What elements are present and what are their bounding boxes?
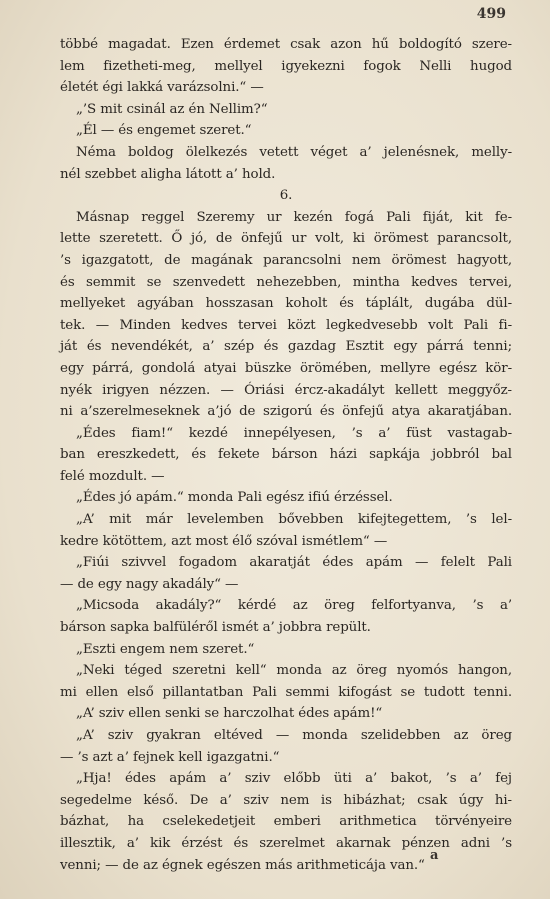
text-line: egy párrá, gondolá atyai büszke örömében, mellyre egész kör- xyxy=(60,360,512,376)
text-line: lette szeretett. Ő jó, de önfejű ur volt, ki örömest parancsolt, xyxy=(60,231,512,247)
text-line: Néma boldog ölelkezés vetett véget a’ jelenésnek, melly- xyxy=(76,144,512,160)
body-text xyxy=(60,34,512,876)
text-line: bázhat, ha cselekedetjeit emberi arithmetica törvényeire xyxy=(60,814,512,830)
text-line: — ’s azt a’ fejnek kell igazgatni.“ xyxy=(60,749,280,765)
text-line: illesztik, a’ kik érzést és szerelmet akarnak pénzen adni ’s xyxy=(60,835,512,851)
text-line: „A’ mit már levelemben bővebben kifejtegettem, ’s lel- xyxy=(76,512,512,528)
text-line: „’S mit csinál az én Nellim?“ xyxy=(76,101,268,117)
text-line: „A’ sziv ellen senki se harczolhat édes apám!“ xyxy=(76,706,383,722)
page-number: 499 xyxy=(476,6,506,22)
text-line: — de egy nagy akadály“ — xyxy=(60,576,239,592)
text-line: Másnap reggel Szeremy ur kezén fogá Pali fiját, kit fe- xyxy=(76,209,512,225)
text-line: többé magadat. Ezen érdemet csak azon hű boldogító szere- xyxy=(60,37,512,52)
text-line: „A’ sziv gyakran eltéved — monda szelidebben az öreg xyxy=(76,728,512,743)
text-line: nyék irigyen nézzen. — Óriási ércz-akadályt kellett meggyőz- xyxy=(60,382,512,398)
text-line: „Eszti engem nem szeret.“ xyxy=(76,641,255,657)
text-line: lem fizetheti-meg, mellyel igyekezni fogok Nelli hugod xyxy=(60,58,512,74)
text-line: „Édes fiam!“ kezdé innepélyesen, ’s a’ füst vastagab- xyxy=(76,425,512,441)
signature-mark: a xyxy=(430,848,439,863)
text-line: és semmit se szenvedett nehezebben, mintha kedves tervei, xyxy=(60,274,512,290)
text-line: ni a’szerelmeseknek a’jó de szigorú és önfejű atya akaratjában. xyxy=(60,404,512,420)
text-line: ’s igazgatott, de magának parancsolni nem örömest hagyott, xyxy=(60,252,512,268)
text-line: életét égi lakká varázsolni.“ — xyxy=(60,80,264,96)
text-line: felé mozdult. — xyxy=(60,468,165,484)
text-line: „Él — és engemet szeret.“ xyxy=(76,123,252,139)
text-line: mellyeket agyában hosszasan koholt és táplált, dugába dül- xyxy=(60,296,512,312)
text-line: bárson sapka balfüléről ismét a’ jobbra repült. xyxy=(60,620,371,636)
text-line: ját és nevendékét, a’ szép és gazdag Esztit egy párrá tenni; xyxy=(60,339,512,355)
text-line: „Micsoda akadály?“ kérdé az öreg felfortyanva, ’s a’ xyxy=(76,598,512,614)
text-line: nél szebbet aligha látott a’ hold. xyxy=(60,166,276,182)
text-line: „Neki téged szeretni kell“ monda az öreg nyomós hangon, xyxy=(76,663,512,679)
text-line: tek. — Minden kedves tervei közt legkedvesebb volt Pali fi- xyxy=(60,317,512,333)
text-line: venni; — de az égnek egészen más arithmeticája van.“ xyxy=(60,857,425,873)
text-line: segedelme késő. De a’ sziv nem is hibázhat; csak úgy hi- xyxy=(60,792,512,808)
text-line: kedre kötöttem, azt most élő szóval ismétlem“ — xyxy=(60,533,388,549)
text-line: 6. xyxy=(279,188,293,204)
text-line: „Fiúi szivvel fogadom akaratját édes apám — felelt Pali xyxy=(76,555,512,571)
text-line: ban ereszkedett, és fekete bárson házi sapkája jobbról bal xyxy=(60,447,512,463)
text-line: „Hja! édes apám a’ sziv előbb üti a’ bakot, ’s a’ fej xyxy=(76,771,512,787)
text-line: mi ellen első pillantatban Pali semmi kifogást se tudott tenni. xyxy=(60,684,512,700)
text-line: „Édes jó apám.“ monda Pali egész ifiú érzéssel. xyxy=(76,490,393,506)
